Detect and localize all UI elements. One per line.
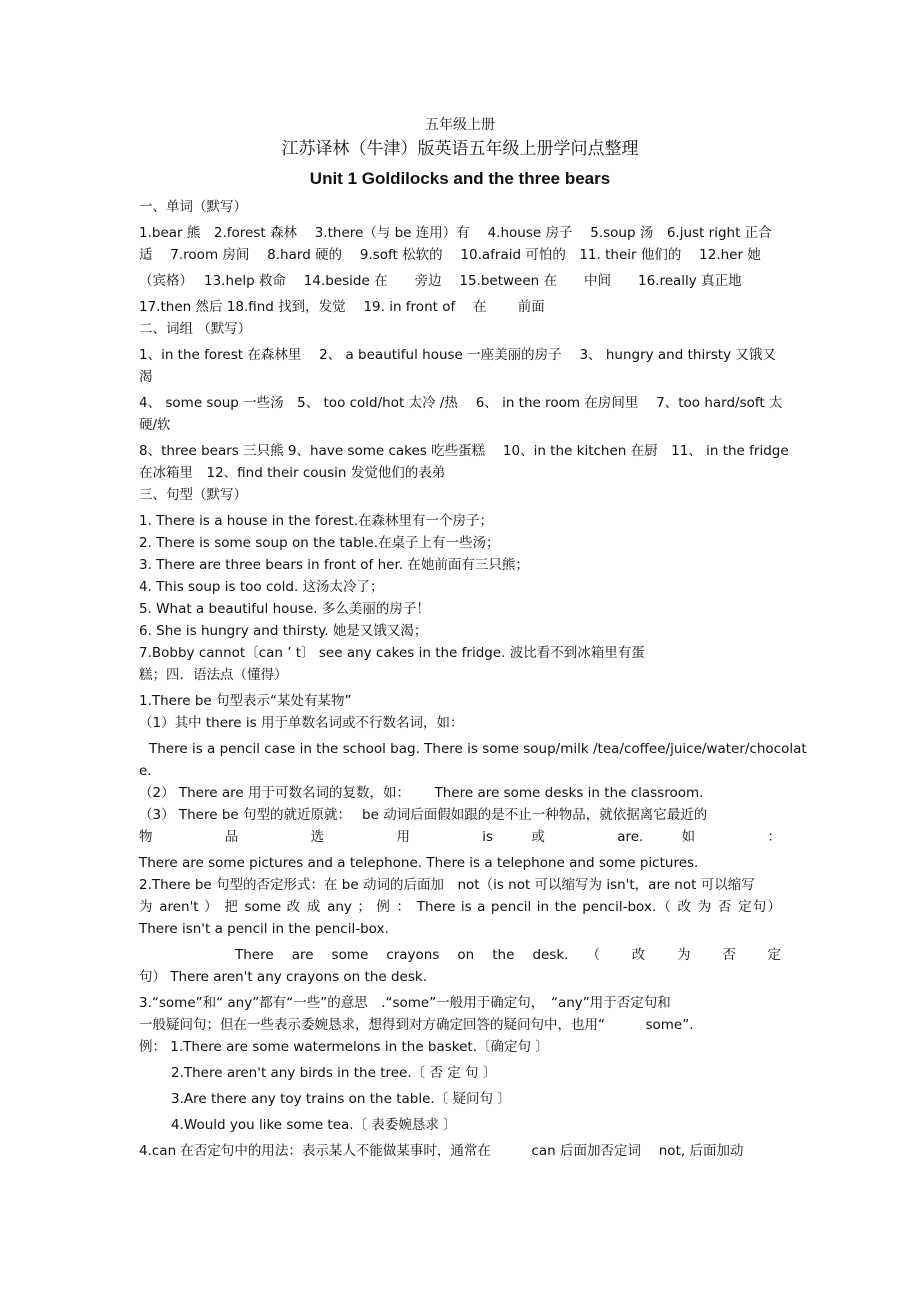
- grammar-line: 物 品 选 用 is 或 are. 如 ：: [139, 829, 781, 845]
- vocab-line: （宾格） 13.help 救命 14.beside 在 旁边 15.between 在 中间 16.really 真正地: [139, 273, 742, 289]
- vocab-line: 17.then 然后 18.find 找到，发觉 19. in front of 在 前面: [139, 299, 545, 315]
- phrase-line: 渴: [139, 369, 153, 385]
- phrase-line: 8、three bears 三只熊 9、have some cakes 吃些蛋糕 10、in the kitchen 在厨 11、 in the fridge: [139, 443, 789, 459]
- phrase-line: 在冰箱里 12、find their cousin 发觉他们的表弟: [139, 465, 446, 481]
- grammar-example: There are some crayons on the desk. （ 改 为 否 定: [235, 947, 781, 963]
- grammar-line: 2.There be 句型的否定形式：在 be 动词的后面加 not（is not 可以缩写为 isn't，are not 可以缩写: [139, 877, 755, 893]
- phrase-line: 1、in the forest 在森林里 2、 a beautiful house 一座美丽的房子 3、 hungry and thirsty 又饿又: [139, 347, 776, 363]
- grammar-example: 例： 1.There are some watermelons in the basket.〔确定句 〕: [139, 1039, 549, 1055]
- grammar-line: 1.There be 句型表示“某处有某物”: [139, 693, 352, 709]
- grammar-line: 3.“some”和“ any”都有“一些”的意思 .“some”一般用于确定句， “any”用于否定句和: [139, 995, 671, 1011]
- sentence-line: 3. There are three bears in front of her. 在她前面有三只熊；: [139, 557, 529, 573]
- grammar-line: 一般疑问句；但在一些表示委婉恳求，想得到对方确定回答的疑问句中，也用“ some”.: [139, 1017, 694, 1033]
- grammar-line: e.: [139, 763, 152, 779]
- grammar-line: （2） There are 用于可数名词的复数，如： There are some desks in the classroom.: [139, 785, 704, 801]
- sentence-line: 4. This soup is too cold. 这汤太冷了；: [139, 579, 384, 595]
- sentence-line: 2. There is some soup on the table.在桌子上有一些汤；: [139, 535, 500, 551]
- document-body: [139, 114, 807, 1162]
- phrases-heading: 二、词组 （默写）: [139, 321, 252, 337]
- grammar-line: （1）其中 there is 用于单数名词或不行数名词，如：: [139, 715, 464, 731]
- grammar-example: There isn't a pencil in the pencil-box.: [139, 921, 389, 937]
- grammar-line: 4.can 在否定句中的用法：表示某人不能做某事时，通常在 can 后面加否定词 not, 后面加动: [139, 1143, 744, 1159]
- grammar-example: 句） There aren't any crayons on the desk.: [139, 969, 427, 985]
- document-title: 江苏译林（牛津）版英语五年级上册学问点整理: [281, 139, 639, 159]
- phrase-line: 4、 some soup 一些汤 5、 too cold/hot 太冷 /热 6、 in the room 在房间里 7、too hard/soft 太: [139, 395, 783, 411]
- grammar-example: 3.Are there any toy trains on the table.〔 疑问句 〕: [171, 1091, 511, 1107]
- vocab-line: 适 7.room 房间 8.hard 硬的 9.soft 松软的 10.afraid 可怕的 11. their 他们的 12.her 她: [139, 247, 761, 263]
- sentence-line: 1. There is a house in the forest.在森林里有一个房子；: [139, 513, 494, 529]
- sentence-line: 7.Bobby cannot〔can ’ t〕 see any cakes in the fridge. 波比看不到冰箱里有蛋: [139, 645, 645, 661]
- vocab-heading: 一、单词（默写）: [139, 199, 247, 215]
- grammar-line: （3） There be 句型的就近原就： be 动词后面假如跟的是不止一种物品，就依据离它最近的: [139, 807, 708, 823]
- vocab-line: 1.bear 熊 2.forest 森林 3.there（与 be 连用）有 4.house 房子 5.soup 汤 6.just right 正合: [139, 225, 772, 241]
- sentence-line: 6. She is hungry and thirsty. 她是又饿又渴；: [139, 623, 428, 639]
- grammar-example: There are some pictures and a telephone. There is a telephone and some pictures.: [139, 855, 699, 871]
- unit-heading: Unit 1 Goldilocks and the three bears: [309, 169, 611, 188]
- sentence-line: 5. What a beautiful house. 多么美丽的房子！: [139, 601, 430, 617]
- grammar-example: 2.There aren't any birds in the tree.〔 否 定 句 〕: [171, 1065, 497, 1081]
- grade-label: 五年级上册: [425, 117, 495, 133]
- sentence-line: 糕；四．语法点（懂得）: [139, 667, 288, 683]
- grammar-example: There is a pencil case in the school bag. There is some soup/milk /tea/coffee/juice/water/chocolat: [149, 741, 807, 757]
- grammar-line: 为 aren't ） 把 some 改 成 any ； 例 ： There is a pencil in the pencil-box.（ 改 为 否 定句）: [139, 899, 781, 915]
- grammar-example: 4.Would you like some tea.〔 表委婉恳求 〕: [171, 1117, 457, 1133]
- sentences-heading: 三、句型（默写）: [139, 487, 247, 503]
- phrase-line: 硬/软: [139, 417, 171, 433]
